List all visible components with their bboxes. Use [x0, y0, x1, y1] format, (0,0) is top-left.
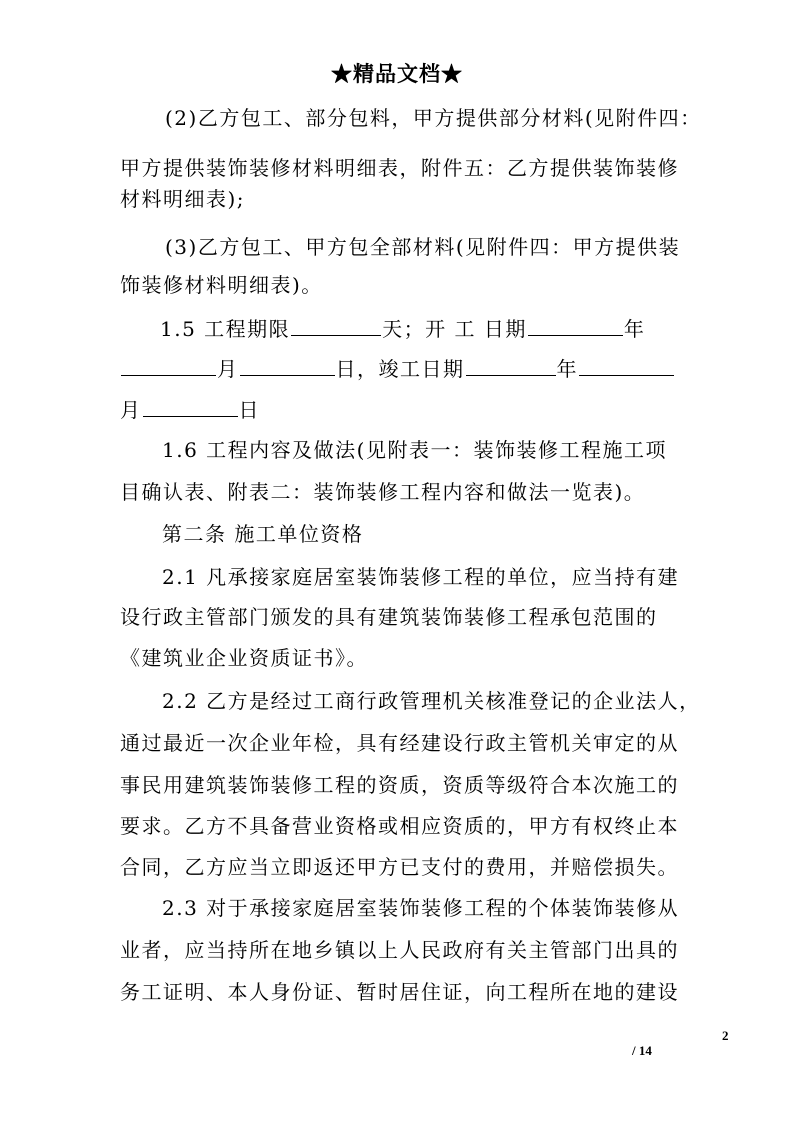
fill-blank-start-year — [528, 313, 623, 336]
fill-blank-end-day — [143, 394, 238, 417]
schedule-line-3 — [120, 394, 680, 425]
text-line: 要求。乙方不具备营业资格或相应资质的，甲方有权终止本 — [120, 814, 679, 838]
section-heading: 第二条 施工单位资格 — [162, 522, 364, 546]
text-line: 设行政主管部门颁发的具有建筑装饰装修工程承包范围的 — [120, 605, 658, 629]
text-line: 务工证明、本人身份证、暂时居住证，向工程所在地的建设 — [120, 980, 679, 1004]
fill-blank-end-year — [466, 353, 556, 376]
text-line: 事民用建筑装饰装修工程的资质，资质等级符合本次施工的 — [120, 773, 679, 797]
text-segment: 月 — [120, 398, 142, 422]
text-line: 2.2 乙方是经过工商行政管理机关核准登记的企业法人， — [162, 689, 701, 713]
text-segment: 月 — [217, 357, 239, 381]
text-line: 合同，乙方应当立即返还甲方已支付的费用，并赔偿损失。 — [120, 855, 679, 879]
page-number: 2 — [722, 1028, 729, 1043]
text-line: 业者，应当持所在地乡镇以上人民政府有关主管部门出具的 — [120, 938, 679, 962]
text-line: 目确认表、附表二：装饰装修工程内容和做法一览表)。 — [120, 480, 646, 504]
text-segment: 1.5 工程期限 — [160, 317, 291, 341]
text-segment: 日 — [238, 398, 260, 422]
fill-blank-start-day — [240, 353, 335, 376]
text-line: 甲方提供装饰装修材料明细表，附件五：乙方提供装饰装修 — [120, 156, 679, 180]
text-segment: 年 — [556, 357, 578, 381]
text-line: 2.3 对于承接家庭居室装饰装修工程的个体装饰装修从 — [162, 896, 680, 920]
fill-blank-start-month — [121, 353, 216, 376]
text-line: 通过最近一次企业年检，具有经建设行政主管机关审定的从 — [120, 731, 679, 755]
text-line: 材料明细表); — [120, 187, 246, 211]
text-line: (2)乙方包工、部分包料，甲方提供部分材料(见附件四： — [165, 106, 702, 130]
schedule-line-1 — [160, 313, 720, 344]
page-total: / 14 — [632, 1043, 652, 1058]
document-header-title: ★精品文档★ — [331, 61, 463, 86]
fill-blank-end-month-lead — [579, 353, 674, 376]
text-line: (3)乙方包工、甲方包全部材料(见附件四：甲方提供装 — [165, 235, 681, 259]
text-line: 1.6 工程内容及做法(见附表一：装饰装修工程施工项 — [162, 438, 667, 462]
text-segment: 天；开 工 日期 — [382, 317, 527, 341]
text-segment: 年 — [623, 317, 646, 341]
text-line: 2.1 凡承接家庭居室装饰装修工程的单位，应当持有建 — [162, 565, 680, 589]
schedule-line-2 — [120, 353, 680, 384]
text-line: 饰装修材料明细表)。 — [120, 273, 323, 297]
text-segment: 日，竣工日期 — [335, 357, 465, 381]
fill-blank-duration — [291, 313, 381, 336]
text-line: 《建筑业企业资质证书》。 — [120, 646, 368, 670]
